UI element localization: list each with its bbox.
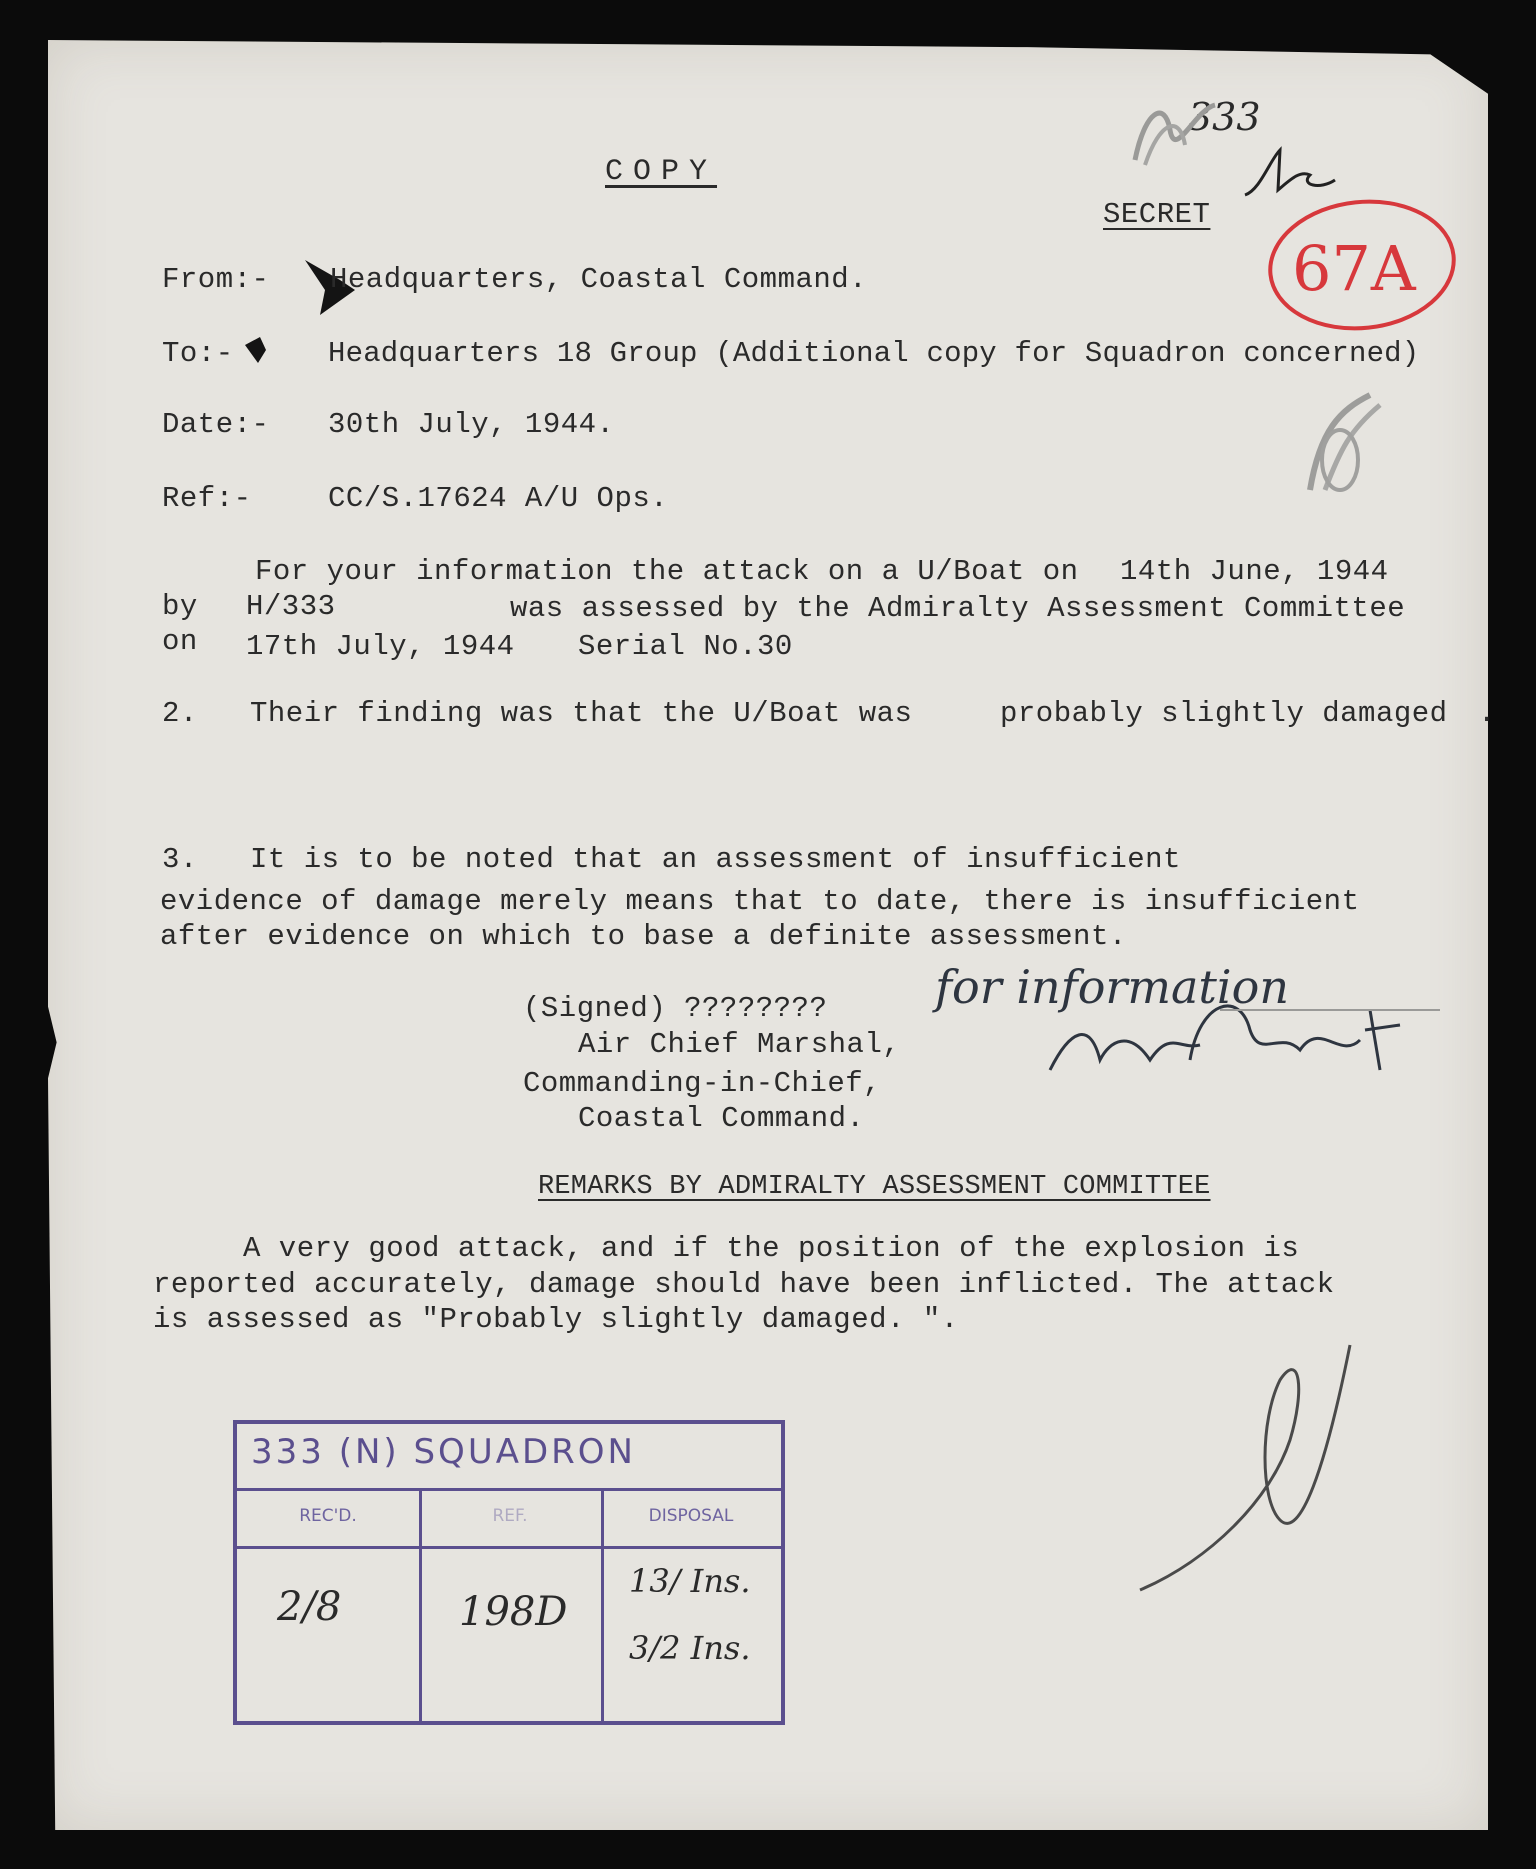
signature-command: Coastal Command. [578, 1102, 865, 1135]
squadron-stamp [233, 1420, 785, 1725]
signature-role: Commanding-in-Chief, [523, 1067, 882, 1100]
stamp-disposal-value-1: 13/ Ins. [629, 1562, 751, 1600]
date-label: Date:- [162, 408, 270, 441]
stamp-col-received: REC'D. [299, 1506, 357, 1526]
ink-blot-small-icon [240, 335, 270, 365]
stamp-col-disposal: DISPOSAL [648, 1506, 734, 1526]
stamp-ref-value: 198D [459, 1589, 568, 1635]
date-value: 30th July, 1944. [328, 408, 615, 441]
para1-line1: For your information the attack on a U/Boat on [255, 555, 1079, 588]
remarks-line3: is assessed as "Probably slightly damaged. ". [153, 1303, 959, 1336]
red-circle-label: 67A [1292, 232, 1416, 305]
handwritten-number-333: 333 [1188, 95, 1261, 139]
ref-value: CC/S.17624 A/U Ops. [328, 482, 669, 515]
ref-label: Ref:- [162, 482, 252, 515]
to-label: To:- [162, 337, 234, 370]
para1-on-label: on [162, 625, 198, 658]
para1-attack-date: 14th June, 1944 [1120, 555, 1389, 588]
from-value: Headquarters, Coastal Command. [330, 263, 868, 296]
stamp-divider [237, 1488, 781, 1491]
para2-end: . [1478, 697, 1496, 730]
stamp-divider [237, 1546, 781, 1549]
signature-rank: Air Chief Marshal, [578, 1028, 901, 1061]
stamp-disposal-value-2: 3/2 Ins. [629, 1629, 751, 1667]
handwritten-for-information: for information [935, 960, 1289, 1014]
para2-number: 2. [162, 697, 198, 730]
remarks-line1: A very good attack, and if the position of the explosion is [243, 1232, 1300, 1265]
para3-line1: It is to be noted that an assessment of insufficient [250, 843, 1181, 876]
para3-line2: evidence of damage merely means that to date, there is insufficient [160, 885, 1360, 918]
para3-line3: after evidence on which to base a definite assessment. [160, 920, 1127, 953]
pencil-mark-icon [1300, 390, 1390, 500]
remarks-line2: reported accurately, damage should have been inflicted. The attack [153, 1268, 1335, 1301]
remarks-heading: REMARKS BY ADMIRALTY ASSESSMENT COMMITTEE [538, 1172, 1211, 1202]
stamp-col-ref: REF. [492, 1506, 528, 1526]
para2-text: Their finding was that the U/Boat was [250, 697, 913, 730]
handwritten-signature-icon [1040, 990, 1440, 1090]
para1-assess-date: 17th July, 1944 [246, 630, 515, 663]
para1-by-label: by [162, 590, 198, 623]
classification-label: SECRET [1103, 198, 1211, 231]
to-value: Headquarters 18 Group (Additional copy for Squadron concerned) [328, 337, 1420, 370]
para2-finding: probably slightly damaged [1000, 697, 1448, 730]
copy-heading: COPY [605, 155, 718, 189]
para1-serial: Serial No.30 [578, 630, 793, 663]
stamp-title: 333 (N) SQUADRON [251, 1432, 636, 1472]
from-label: From:- [162, 263, 270, 296]
handwritten-flourish-icon [1130, 1340, 1390, 1600]
para3-number: 3. [162, 843, 198, 876]
para1-line2: was assessed by the Admiralty Assessment Committee [510, 592, 1406, 625]
pencil-scribble-icon [1125, 90, 1225, 170]
signature-signed: (Signed) ???????? [523, 992, 828, 1025]
stamp-received-value: 2/8 [277, 1584, 342, 1630]
para1-aircraft: H/333 [246, 590, 336, 623]
